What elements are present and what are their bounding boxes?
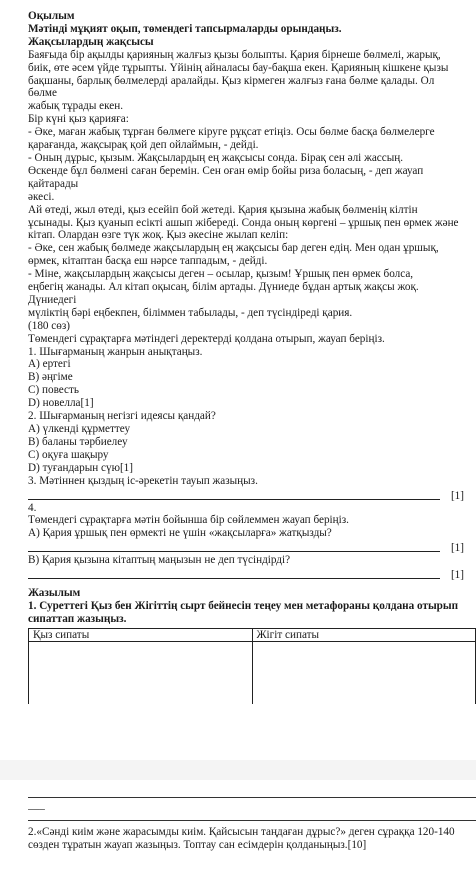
question-1: 1. Шығарманың жанрын анықтаңыз. bbox=[28, 345, 203, 358]
story-line: еңбегің жанады. Ал кітап оқысаң, білім артады. Дүниеде бұдан артық жақсы жоқ. bbox=[28, 281, 419, 294]
question-2: 2. Шығарманың негізгі идеясы қандай? bbox=[28, 410, 216, 423]
question-3: 3. Мәтіннен қыздың іс-әрекетін тауып жазыңыз. bbox=[28, 474, 258, 487]
question-4-number: 4. bbox=[28, 501, 37, 514]
question-4a-answer-line[interactable] bbox=[28, 540, 476, 554]
story-line: Өскенде бұл бөлмені саған беремін. Сен оған өмір бойы риза боласың, - деп жауап bbox=[28, 164, 424, 177]
story-line: Бір күні қыз қарияға: bbox=[28, 113, 129, 126]
story-line: қарағанда, жақсырақ қой деп ойлаймын, - дейді. bbox=[28, 139, 259, 152]
short-dash: ___ bbox=[28, 799, 45, 811]
story-line: мүліктің бәрі еңбекпен, біліммен табылады, - деп түсіндіреді қария. bbox=[28, 306, 353, 319]
question-4a: A) Қария ұршық пен өрмекті не үшін «жақсыларға» жатқызды? bbox=[28, 527, 332, 540]
story-line: өрмек, кітаптан басқа еш нәрсе таппадым, - дейді. bbox=[28, 255, 268, 268]
story-line: биік, өте әсем үйде тұрыпты. Үйінің айналасы бау-бақша екен. Қарияның кішкене қызы bbox=[28, 61, 449, 74]
question-4b-answer-line[interactable] bbox=[28, 567, 476, 581]
option-d: D) новелла[1] bbox=[28, 397, 94, 410]
story-line: - Міне, жақсылардың жақсысы деген – осылар, қызым! Ұршық пен өрмек болса, bbox=[28, 268, 414, 281]
story-line: - Әке, сен жабық бөлмеде жақсылардың ең жақсысы бар деген едің. Мен одан ұршық, bbox=[28, 242, 439, 255]
score-mark: [1] bbox=[450, 569, 464, 582]
option-c: C) оқуға шақыру bbox=[28, 448, 109, 461]
story-line: Ай өтеді, жыл өтеді, қыз есейіп бой жетеді. Қария қызына жабық бөлменің кілтін bbox=[28, 203, 418, 216]
girl-description-cell[interactable] bbox=[29, 641, 253, 704]
story-line: Төмендегі сұрақтарға мәтіндегі деректерді қолдана отырып, жауап беріңіз. bbox=[28, 332, 385, 345]
answer-rule bbox=[28, 499, 440, 500]
story-text bbox=[28, 49, 476, 346]
reading-instruction: Мәтінді мұқият оқып, төмендегі тапсырмаларды орындаңыз. bbox=[28, 22, 342, 35]
writing-task-2-cont: сөзден тұратын жауап жазыңыз. Топтау сан есімдерін қолданыңыз.[10] bbox=[28, 839, 367, 851]
story-line: Дүниедегі bbox=[28, 293, 77, 306]
story-line: қайтарады bbox=[28, 177, 79, 190]
answer-rule bbox=[28, 551, 440, 552]
option-a: A) үлкенді құрметтеу bbox=[28, 423, 131, 435]
question-1-options bbox=[28, 358, 476, 410]
story-line: ұсынады. Қыз қуанып есікті ашып жібереді. Сонда оның көргені – ұршық пен өрмек және bbox=[28, 216, 459, 229]
story-line: - Оның дұрыс, қызым. Жақсылардың ең жақсысы сонда. Бірақ сен әлі жассың. bbox=[28, 151, 404, 164]
question-4b: B) Қария қызына кітаптың маңызын не деп түсіндірді? bbox=[28, 554, 291, 567]
question-4: Төмендегі сұрақтарға мәтін бойынша бір сөйлеммен жауап беріңіз. bbox=[28, 514, 349, 527]
question-3-answer-line[interactable] bbox=[28, 488, 476, 502]
story-line: Баяғыда бір ақылды қарияның жалғыз қызы болыпты. Қария бірнеше бөлмелі, жарық, bbox=[28, 48, 441, 61]
table-header-boy: Жігіт сипаты bbox=[252, 628, 476, 641]
writing-heading: Жазылым bbox=[28, 587, 81, 600]
answer-rule bbox=[28, 578, 440, 579]
option-b: B) баланы тәрбиелеу bbox=[28, 435, 128, 448]
reading-heading: Оқылым bbox=[28, 10, 75, 22]
story-line: бақшаны, барлық бөлмелерді аралайды. Қыз кірмеген жалғыз ғана бөлме қалады. Ол bbox=[28, 74, 435, 87]
story-line: әкесі. bbox=[28, 190, 55, 203]
description-table bbox=[28, 628, 476, 704]
answer-rule bbox=[28, 820, 476, 821]
option-a: A) ертегі bbox=[28, 358, 71, 371]
table-header-girl: Қыз сипаты bbox=[29, 628, 253, 641]
score-mark: [1] bbox=[450, 489, 464, 502]
page-gap bbox=[0, 760, 476, 780]
question-2-options bbox=[28, 423, 476, 475]
writing-task-1: 1. Суреттегі Қыз бен Жігіттің сырт бейнесін теңеу мен метафораны қолдана отырып bbox=[28, 600, 459, 613]
option-c: C) повесть bbox=[28, 384, 79, 397]
boy-description-cell[interactable] bbox=[252, 641, 476, 704]
answer-rule bbox=[28, 797, 476, 798]
writing-task-1-cont: сипаттап жазыңыз. bbox=[28, 612, 127, 625]
story-line: бөлме bbox=[28, 87, 57, 100]
story-line: - Әке, маған жабық тұрған бөлмеге кіруге рұқсат етіңіз. Осы бөлме басқа бөлмелерге bbox=[28, 126, 435, 139]
writing-task-2: 2.«Сәнді киім және жарасымды киім. Қайсысын таңдаған дұрыс?» деген сұраққа 120-140 bbox=[28, 826, 455, 838]
option-d: D) туғандарын сүю[1] bbox=[28, 461, 133, 474]
score-mark: [1] bbox=[450, 542, 464, 555]
story-line: кітап. Олардан өзге түк жоқ. Қыз әкесіне жылап келіп: bbox=[28, 229, 289, 242]
reading-section bbox=[28, 10, 476, 704]
story-line: жабық тұрады екен. bbox=[28, 100, 124, 113]
option-b: B) әңгіме bbox=[28, 371, 73, 384]
story-line: (180 сөз) bbox=[28, 319, 71, 332]
story-title: Жақсылардың жақсысы bbox=[28, 35, 154, 48]
